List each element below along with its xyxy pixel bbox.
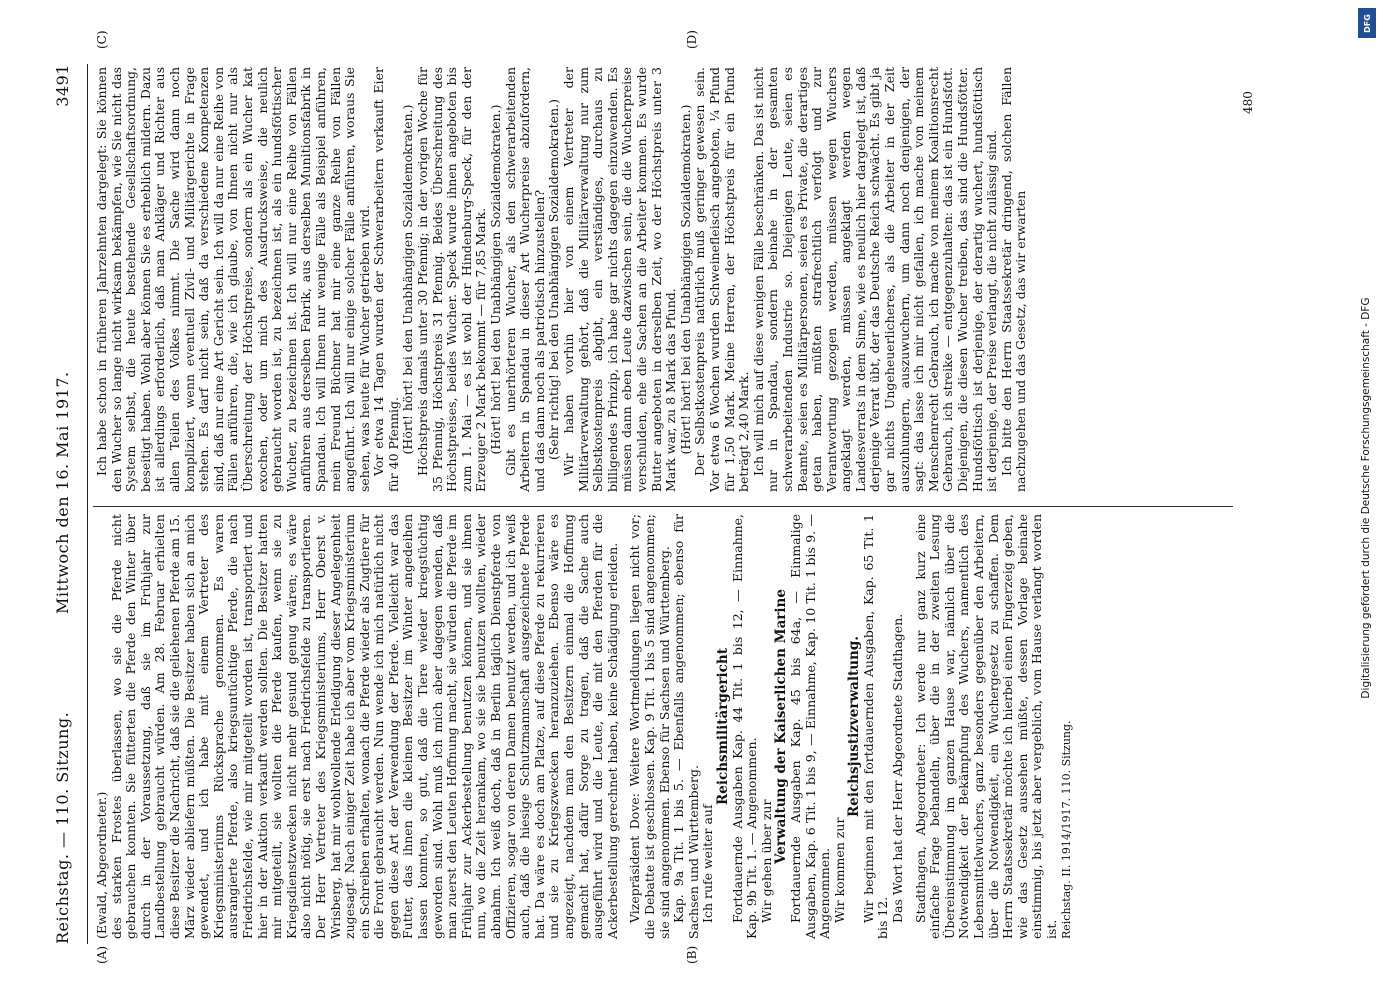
paragraph: des starken Frostes überlassen, wo sie die Pferde nicht gebrauchen konnten. Sie fütterten die Pferde den Winter über durch in der Voraussetzung, daß sie im Frühjahr zur Landbestellung gebraucht würden. Am 28. Februar erhielten diese Besitzer die Nachricht, daß sie die geliehenen Pferde am 15. März wieder abliefern müßten. Die Besitzer haben sich an mich gewendet, und ich habe mit einem Vertreter des Kriegsministeriums Rücksprache genommen. Es waren ausrangierte Pferde, also kriegsuntüchtige Pferde, die nach Friedrichsfelde, wie mir mitgeteilt worden ist, transportiert und hier in der Auktion verkauft werden sollten. Die Besitzer hatten mir mitgeteilt, sie wollten die Pferde kaufen, wenn sie zu Kriegsdienstzwecken nicht mehr gesund genug wären; es wäre also nicht nötig, sie erst nach Friedrichsfelde zu transportieren. Der Herr Vertreter des Kriegsministeriums, Herr Oberst v. Wrisberg, hat mir wohlwollende Erledigung dieser Angelegenheit zugesagt. Nach einiger Zeit habe ich aber vom Kriegsministerium ein Schreiben erhalten, wonach die Pferde wieder als Zugtiere für die Front gebraucht werden. Nun wende ich mich natürlich nicht gegen diese Art der Verwendung der Pferde. Vielleicht war das Futter, das ihnen die kleinen Besitzer im Winter angedeihen lassen konnten, so gut, daß die Tiere wieder kriegstüchtig geworden sind. Wohl muß ich mich aber dagegen wenden, daß man zuerst den Leuten Hoffnung macht, sie würden die Pferde im Frühjahr zur Ackerbestellung benutzen können, und sie ihnen nun, wo die Zeit herankam, wo sie sie benutzen wollten, wieder abnahm. Ich weiß doch, daß in Berlin täglich Dienstpferde von Offizieren, sogar von deren Damen benutzt werden, und ich weiß auch, daß die hiesige Schutzmannschaft ausgezeichnete Pferde hat. Da wäre es doch am Platze, auf diese Pferde zu rekurrieren und sie zu Kriegszwecken heranzuziehen. Ebenso wäre es angezeigt, nachdem man den Besitzern einmal die Hoffnung gemacht hat, dafür Sorge zu tragen, daß die Sache auch ausgeführt wird und die Leute, die mit den Pferden für die Ackerbestellung gerechnet haben, keine Schädigung erleiden. (108, 514, 620, 939)
paragraph: Ich will mich auf diese wenigen Fälle beschränken. Das ist nicht nur in Spandau, sondern beinahe in der gesamten schwerarbeitenden Industrie so. Diejenigen Leute, seien es Beamte, seien es Militärpersonen, seien es Private, die derartiges getan haben, müßten strafrechtlich verfolgt und zur Verantwortung gezogen werden, müssen wegen Wuchers angeklagt werden, müssen angeklagt werden wegen Landesverrats in dem Sinne, wie es neulich hier dargelegt ist, daß derjenige Verrat übt, der das Deutsche Reich schwächt. Es gibt ja gar nichts Ungeheuerlicheres, als die Arbeiter in der Zeit auszuhungern, auszuwuchern, um dann noch denjenigen, der sagt: das lasse ich mir nicht gefallen, ich mache von meinem Menschenrecht Gebrauch, ich mache von meinem Koalitionsrecht Gebrauch, ich streike — entgegenzuhalten: das ist ein Hundsfott. Diejenigen, die diesen Wucher treiben, das sind die Hundsfötter. Hundsföttisch ist derjenige, der derartig wuchert, hundsföttisch ist derjenige, der Preise verlangt, die nicht zulässig sind. (750, 67, 1000, 492)
paragraph: Wir kommen zur (831, 817, 847, 923)
right-column (95, 67, 1029, 492)
paragraph: Vizepräsident Dove: Weitere Wortmeldungen liegen nicht vor; die Debatte ist geschlossen. Kap. 9 Tit. 1 bis 5 sind angenommen; sie sind angenommen. Ebenso für Sachsen und Württemberg. (627, 514, 672, 939)
section-heading: Verwaltung der Kaiserlichen Marine (773, 589, 790, 864)
rotated-page (0, 19, 1325, 1004)
interjection: (Hört! hört! bei den Unabhängigen Sozialdemokraten.) (400, 104, 416, 455)
paragraph: Das Wort hat der Herr Abgeordnete Stadthagen. (890, 613, 906, 923)
paragraph: Wir gehen über zur (758, 799, 774, 923)
dfg-logo-icon: DFG (1358, 8, 1376, 38)
paragraph: Kap. 9a Tit. 1 bis 5. — Ebenfalls angenommen; ebenso für Sachsen und Württemberg. (671, 514, 701, 939)
margin-marker-a: (A) (95, 945, 109, 964)
digitization-stamp: Digitalisierung gefördert durch die Deutsche Forschungsgemeinschaft - DFG (1360, 297, 1372, 699)
interjection: (Hört! hört! bei den Unabhängigen Sozialdemokraten.) (677, 104, 693, 455)
page-header (53, 64, 81, 944)
footnote: Reichstag. II. 1914/1917. 110. Sitzung. (1059, 720, 1073, 939)
interjection: (Sehr richtig! bei den Unabhängigen Sozialdemokraten.) (546, 99, 562, 460)
paragraph: Gibt es unerhörteren Wucher, als den schwerarbeitenden Arbeitern in Spandau in dieser Art Wucherpreise abzufordern, und das dann noch als patriotisch hinzustellen? (502, 67, 547, 492)
paragraph: Ich rufe weiter auf (700, 804, 716, 923)
paragraph: Vor etwa 14 Tagen wurden der Schwerarbeitern verkauft Eier für 40 Pfennig. (371, 67, 401, 492)
left-column (95, 514, 1074, 939)
margin-marker-c: (C) (95, 30, 109, 49)
paragraph: Wir beginnen mit den fortdauernden Ausgaben, Kap. 65 Tit. 1 bis 12. (860, 514, 891, 939)
section-heading: Reichsjustizverwaltung. (846, 636, 863, 817)
column-divider (93, 506, 1233, 507)
margin-marker-d: (D) (685, 30, 699, 49)
header-rule (87, 64, 88, 944)
paragraph: Fortdauernde Ausgaben Kap. 44 Tit. 1 bis 12, — Einnahme, Kap. 9b Tit. 1. — Angenommen. (729, 514, 760, 939)
paragraph: Höchstpreis damals unter 30 Pfennig; in der vorigen Woche für 35 Pfennig, Höchstpreis 31 Pfennig. Beides Überschreitung des Höchstpreises, beides Wucher. Speck wurde ihnen angeboten bis zum 1. Mai — es ist wohl der Hindenburg-Speck, für den der Erzeuger 2 Mark bekommt — für 7,85 Mark. (415, 67, 489, 492)
paragraph: Stadthagen, Abgeordneter: Ich werde nur ganz kurz eine einfache Frage behandeln, über die in der zweiten Lesung Übereinstimmung im ganzen Hause war, nämlich über die Notwendigkeit der Bekämpfung des Wuchers, namentlich des Lebensmittelwuchers, ganz besonders gegenüber den Arbeitern, über die Notwendigkeit, ein Wuchergesetz zu schaffen. Dem Herrn Staatssekretär möchte ich hierbei einen Fingerzeig geben, wie das Gesetz aussehen müßte, dessen Vorlage beinahe einstimmig, bis jetzt aber vergeblich, vom Hause verlangt worden ist. (912, 514, 1059, 939)
header-session: Reichstag. — 110. Sitzung. (53, 711, 72, 944)
speaker-intro: (Ewald, Abgeordneter.) (94, 791, 109, 939)
paragraph: Fortdauernde Ausgaben Kap. 45 bis 64a, — Einmalige Ausgaben, Kap. 6 Tit. 1 bis 9, — Einnahme, Kap. 10 Tit. 1 bis 9. — Angenommen. (787, 514, 833, 939)
interjection: (Hört! hört! bei den Unabhängigen Sozialdemokraten.) (488, 104, 504, 455)
section-heading: Reichsmilitärgericht (714, 648, 731, 805)
header-page-number: 3491 (53, 64, 72, 107)
sheet-number: 480 (1241, 91, 1255, 114)
paragraph: Der Selbstkostenpreis natürlich muß geringer gewesen sein. Vor etwa 6 Wochen wurden Schweinefleisch angeboten, ¼ Pfund für 1,50 Mark. Meine Herren, der Höchstpreis für ein Pfund beträgt 2,40 Mark. (692, 67, 752, 492)
paragraph: Ich habe schon in früheren Jahrzehnten dargelegt: Sie können den Wucher so lange nicht wirksam bekämpfen, wie Sie nicht das System selbst, die heute bestehende Gesellschaftsordnung, beseitigt haben. Wohl aber können Sie es erheblich mildern. Dazu ist allerdings erforderlich, daß man Ankläger und Richter aus allen Teilen des Volkes nimmt. Die Sache wird dann noch kompliziert, wenn eventuell Zivil- und Militärgerichte in Frage stehen. Es darf nicht sein, daß da verschiedene Kompetenzen sind, daß nur eine Art Gericht sein. Ich will da nur eine Reihe von Fällen anführen, die, wie ich glaube, von Ihnen nicht nur als Überschreitung der Höchstpreise, sondern als ein Wucher kat exochen, oder um mich des Ausdrucksweise, die neulich gebraucht worden ist, zu bezeichnen ist, als ein hundsföttischer Wucher, zu bezeichnen ist. Ich will nur eine Reihe von Fällen anführen aus derselben Fabrik, aus derselben Munitionsfabrik in Spandau. Ich will Ihnen nur wenige Fälle als Beispiel anführen, mein Freund Büchner hat mir eine ganze Reihe von Fällen angeführt. Ich will nur einige solcher Fälle anführen, woraus Sie sehen, was heute für Wucher getrieben wird. (94, 67, 372, 492)
paragraph: Wir haben vorhin hier von einem Vertreter der Militärverwaltung gehört, daß die Militärverwaltung nur zum Selbstkostenpreis abgibt, ein verständiges, durchaus zu billigendes Prinzip, ich habe gar nichts dagegen einzuwenden. Es müssen dann eben Leute dazwischen sein, die die Wucherpreise verschulden, ehe die Sachen an die Arbeiter kommen. Es wurde Butter angeboten in derselben Zeit, wo der Höchstpreis unter 3 Mark war, zu 8 Mark das Pfund. (561, 67, 679, 492)
paragraph: Ich bitte den Herrn Staatssekretär dringend, solchen Fällen nachzugehen und das Gesetz, das wir erwarten (998, 67, 1029, 492)
margin-marker-b: (B) (685, 945, 699, 964)
header-date: Mittwoch den 16. Mai 1917. (53, 371, 72, 614)
